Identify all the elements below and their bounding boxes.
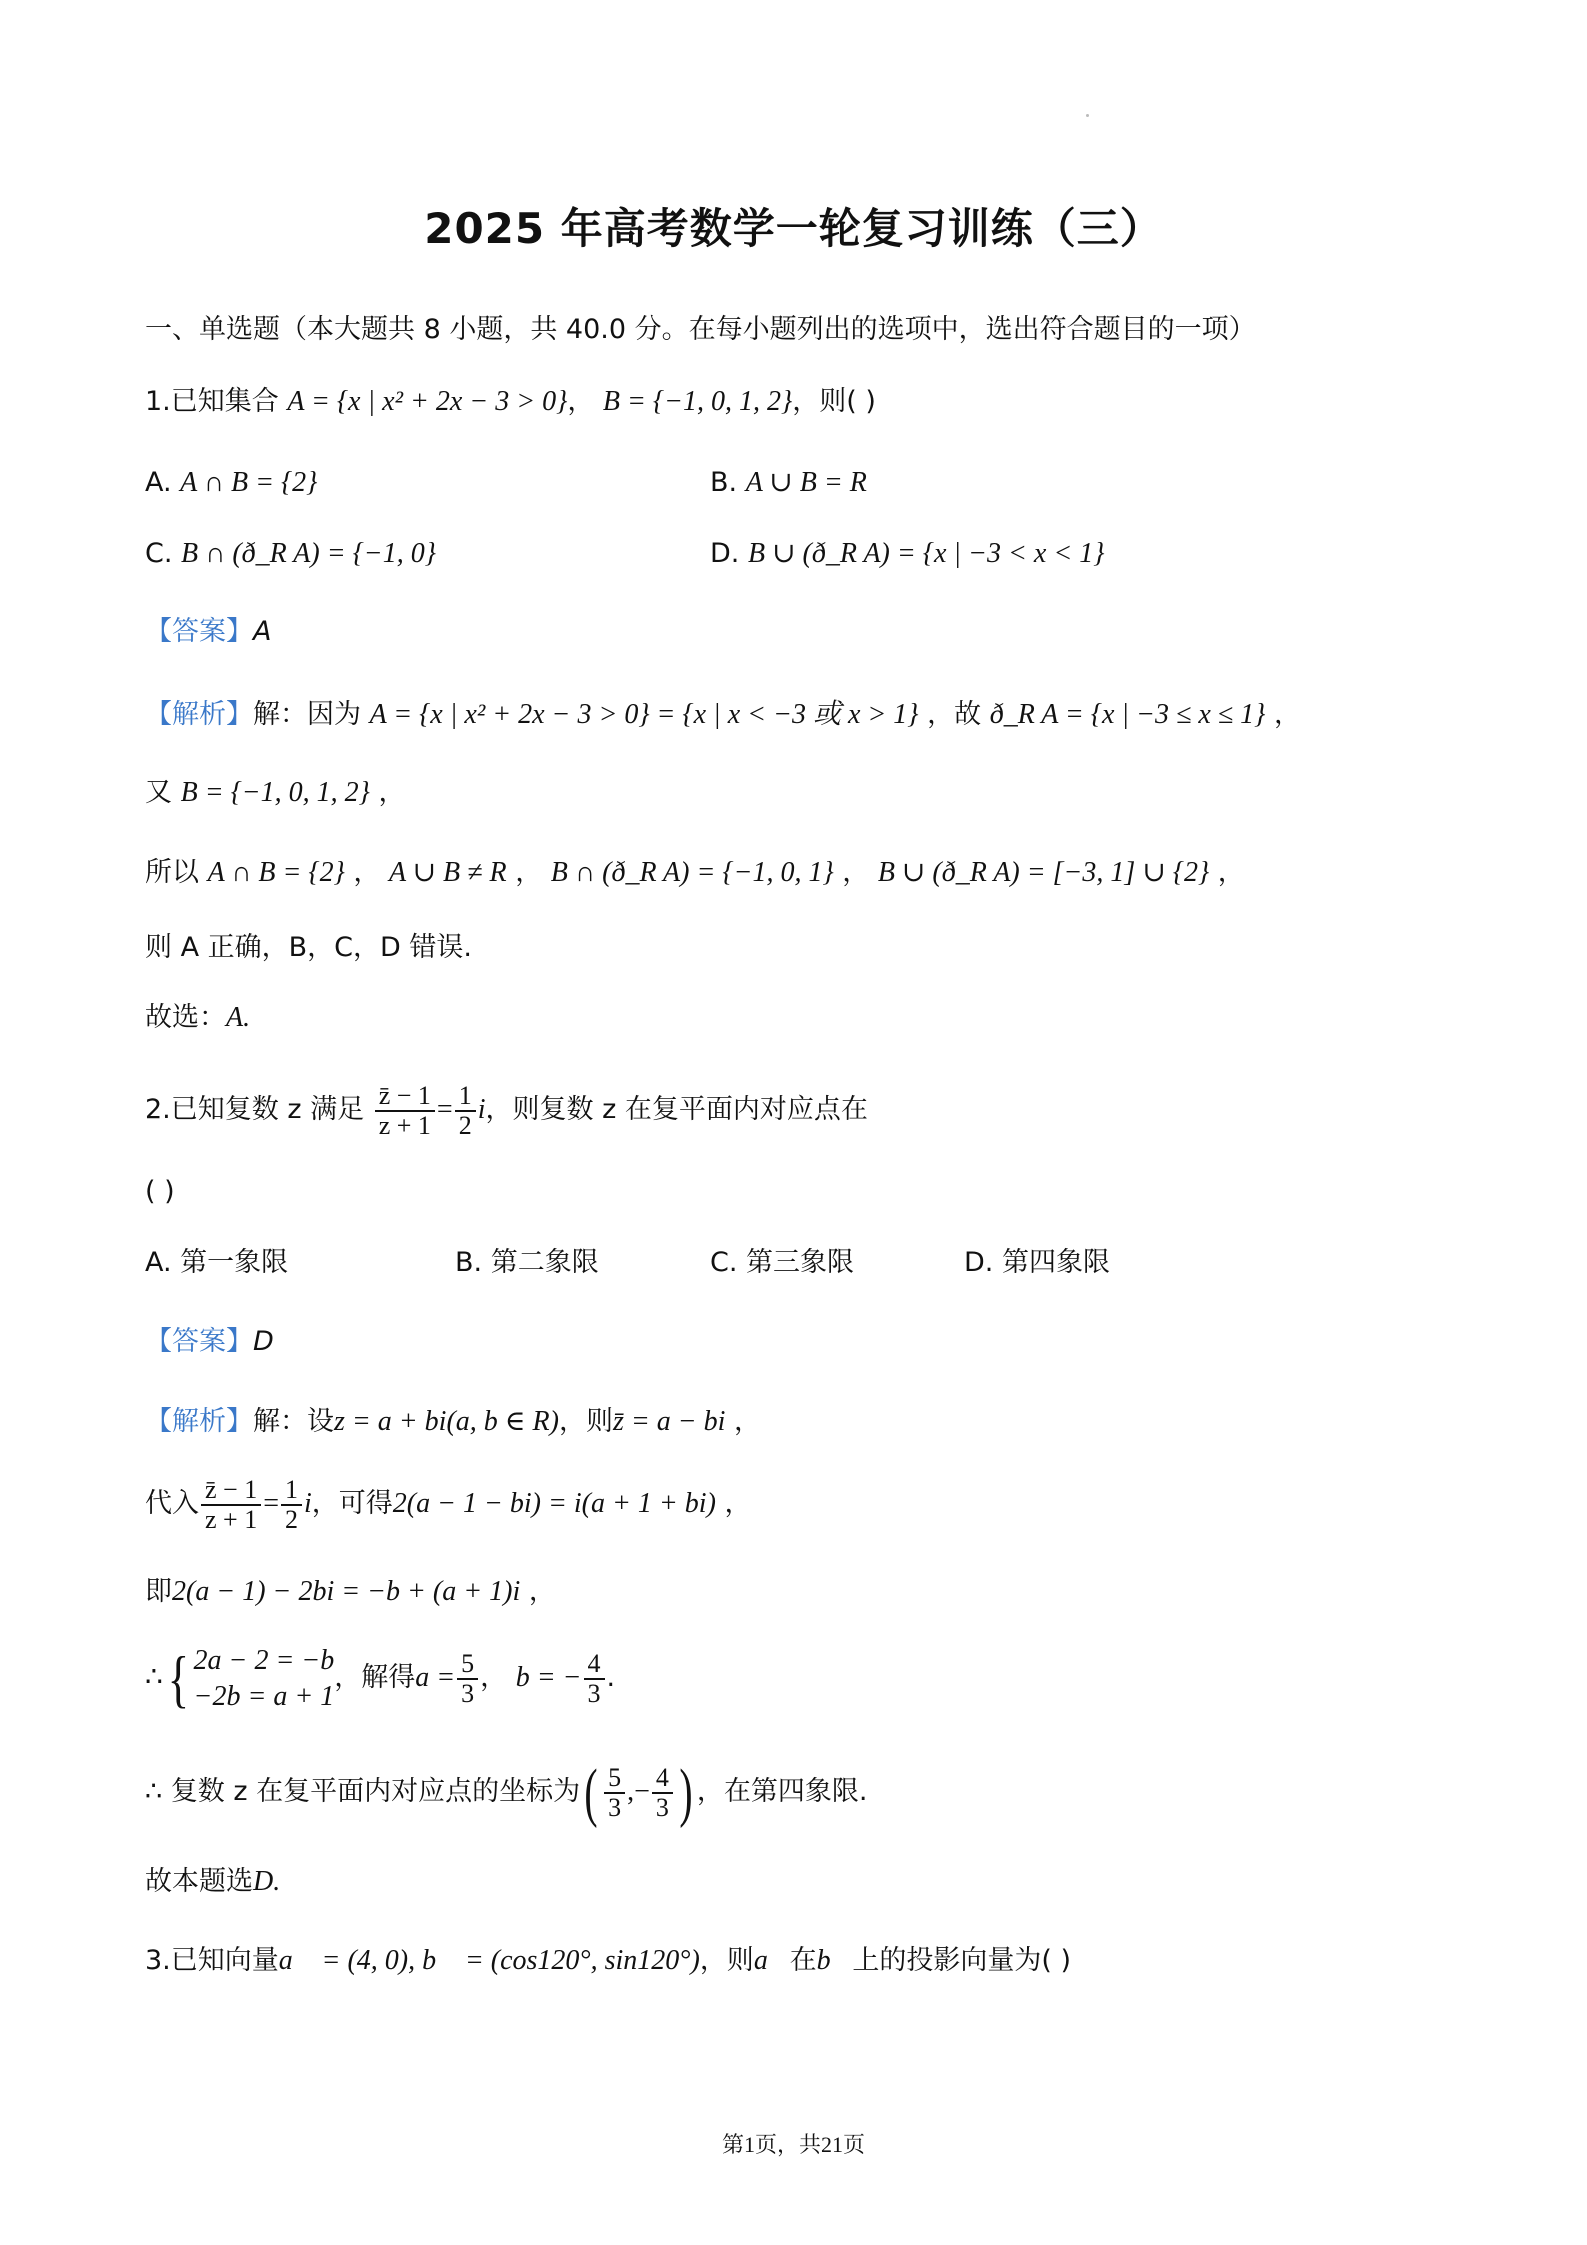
analysis-text: 即: [145, 1576, 172, 1607]
analysis-text: ∴ 复数 z 在复平面内对应点的坐标为: [145, 1776, 581, 1807]
answer-tag: 【答案】: [145, 616, 253, 647]
fraction-denominator: 2: [458, 1110, 472, 1140]
right-paren: ): [679, 1755, 693, 1829]
analysis-text: ，解得: [334, 1662, 416, 1693]
option-text: B ∪ (ð_R A) = {x | −3 < x < 1}: [747, 538, 1105, 569]
analysis-text: 故选：: [145, 1002, 226, 1033]
fraction-denominator: z + 1: [205, 1504, 258, 1534]
q2-analysis-line-2: 代入 $\frac{z̄ - 1}{z + 1}$ = $\frac{1}{2}$ i，可得2(a − 1 − bi) = i(a + 1 + bi) ，: [145, 1474, 752, 1534]
option-text: 第三象限: [746, 1247, 855, 1278]
option-text: 第二象限: [490, 1247, 599, 1278]
q1-comma: ，: [567, 386, 595, 417]
analysis-math: A.: [226, 1002, 251, 1033]
option-text: A ∪ B = R: [745, 467, 867, 498]
equation-system: [194, 1643, 335, 1715]
coord-y-fraction: [652, 1764, 673, 1822]
option-text: 第四象限: [1001, 1247, 1110, 1278]
q2-option-a: [145, 1243, 288, 1283]
q2-analysis-line-5: ∴ 复数 z 在复平面内对应点的坐标为( $\frac{5}{3}$ ,− $\frac{4}{3}$ ) ，在第四象限.: [145, 1755, 868, 1829]
q1-then: ，则( ): [792, 386, 876, 417]
fraction-numerator: 4: [652, 1764, 673, 1794]
q3-stem-text: ，则: [699, 1945, 754, 1976]
option-label: A.: [145, 1247, 172, 1278]
q1-analysis-line-2: 又 B = {−1, 0, 1, 2} ，: [145, 777, 406, 808]
analysis-math: ð_R A = {x | −3 ≤ x ≤ 1}: [989, 699, 1266, 730]
q3-vectors: a⃗ = (4, 0), b⃗ = (cos120°, sin120°): [278, 1945, 700, 1976]
analysis-math: D.: [253, 1866, 281, 1897]
analysis-text: 解：设: [253, 1406, 334, 1437]
q2-analysis-rhs: [281, 1476, 302, 1534]
q3-stem-text: 3.已知向量: [145, 1945, 279, 1976]
answer-value: A: [253, 616, 272, 647]
option-label: C.: [145, 538, 173, 569]
option-label: D.: [964, 1247, 994, 1278]
q1-analysis-line-4: [145, 928, 472, 968]
q1-option-b: [710, 463, 867, 503]
analysis-text: 则 A 正确，B，C，D 错误.: [145, 932, 472, 963]
fraction-numerator: z̄ − 1: [201, 1476, 261, 1506]
equation-2: −2b = a + 1: [193, 1680, 335, 1712]
analysis-math: A ∩ B = {2}: [207, 857, 345, 888]
therefore-symbol: ∴: [145, 1662, 163, 1693]
fraction-numerator: 5: [604, 1764, 625, 1794]
section-header: [145, 310, 1256, 350]
q2-stem-text: ，则复数 z 在复平面内对应点在: [485, 1094, 868, 1125]
option-label: C.: [710, 1247, 738, 1278]
analysis-math: A = {x | x² + 2x − 3 > 0} = {x | x < −3 或 x > 1}: [369, 699, 919, 730]
fraction-numerator: 1: [455, 1082, 476, 1112]
q2-paren: [145, 1172, 175, 1212]
analysis-math: b = −: [515, 1662, 582, 1693]
q3-stem-text: 上的投影向量为( ): [852, 1945, 1072, 1976]
page-footer: 第1页，共21页: [721, 2132, 865, 2157]
q2-analysis-line-4: ∴{ 2a − 2 = −b −2b = a + 1 ，解得a = $\frac{5}{3}$ ， b = − $\frac{4}{3}$ .: [145, 1642, 616, 1714]
q2-option-b: [455, 1243, 599, 1283]
fraction-denominator: 3: [461, 1678, 475, 1708]
analysis-tag: 【解析】: [145, 1406, 253, 1437]
fraction-denominator: 2: [285, 1504, 298, 1534]
q3-vector-b: b⃗: [816, 1945, 853, 1976]
equation-1: 2a − 2 = −b: [193, 1644, 335, 1676]
q2-stem: 2.已知复数 z 满足 $\frac{z̄ - 1}{z + 1}$ = $\frac{1}{2}$ i，则复数 z 在复平面内对应点在: [145, 1080, 868, 1140]
q2-analysis-fraction: [201, 1476, 261, 1534]
option-label: B.: [710, 467, 738, 498]
option-text: 第一象限: [180, 1247, 289, 1278]
a-value-fraction: [457, 1650, 478, 1708]
system-brace: {: [167, 1642, 189, 1714]
q3-vector-a: a⃗: [753, 1945, 790, 1976]
q1-option-a: [145, 463, 317, 503]
q1-set-a: A = {x | x² + 2x − 3 > 0}: [287, 386, 568, 417]
option-label: A.: [145, 467, 172, 498]
q2-fraction: [375, 1082, 435, 1140]
analysis-tag: 【解析】: [145, 699, 253, 730]
q1-option-d: [710, 534, 1104, 574]
analysis-text: 代入: [145, 1488, 199, 1519]
analysis-math: z = a + bi(a, b ∈ R): [334, 1406, 559, 1437]
fraction-numerator: 1: [281, 1476, 302, 1506]
q1-analysis-line-5: [145, 998, 250, 1038]
q1-stem: [145, 382, 876, 422]
page-title: 2025 年高考数学一轮复习训练（三）: [424, 204, 1163, 253]
option-text: B ∩ (ð_R A) = {−1, 0}: [181, 538, 436, 569]
q1-option-c: [145, 534, 436, 574]
b-value-fraction: [584, 1650, 605, 1708]
q2-option-d: [964, 1243, 1110, 1283]
q2-analysis-line-1: 【解析】解：设z = a + bi(a, b ∈ R)，则z̄ = a − bi ，: [145, 1406, 762, 1437]
fraction-numerator: 4: [584, 1650, 605, 1680]
analysis-text: 又: [145, 777, 172, 808]
scan-speck: [1086, 114, 1089, 117]
q2-rhs-fraction: [455, 1082, 476, 1140]
option-text: A ∩ B = {2}: [180, 467, 318, 498]
analysis-text: ，故: [927, 699, 982, 730]
analysis-math: 2(a − 1) − 2bi = −b + (a + 1)i: [172, 1576, 521, 1607]
q3-stem: [145, 1941, 1071, 1981]
q1-analysis-line-1: 【解析】解：因为 A = {x | x² + 2x − 3 > 0} = {x | x < −3 或 x > 1} ，故 ð_R A = {x | −3 ≤ x ≤ 1} ，: [145, 699, 1301, 730]
analysis-text: ，可得: [311, 1488, 393, 1519]
q2-analysis-line-6: [145, 1862, 280, 1902]
q1-answer: [145, 612, 271, 652]
q1-stem-text: 1.已知集合: [145, 386, 279, 417]
analysis-math: a =: [415, 1662, 456, 1693]
option-label: D.: [710, 538, 740, 569]
left-paren: (: [584, 1755, 598, 1829]
analysis-text: ，在第四象限.: [696, 1776, 868, 1807]
fraction-numerator: 5: [457, 1650, 478, 1680]
option-label: B.: [455, 1247, 483, 1278]
analysis-math: z̄ = a − bi: [612, 1406, 726, 1437]
fraction-numerator: z̄ − 1: [375, 1082, 435, 1112]
analysis-math: 2(a − 1 − bi) = i(a + 1 + bi): [392, 1488, 716, 1519]
analysis-text: 解：因为: [253, 699, 361, 730]
q3-stem-text: 在: [789, 1945, 817, 1976]
analysis-text: 故本题选: [145, 1866, 253, 1897]
analysis-math: B = {−1, 0, 1, 2}: [180, 777, 370, 808]
q1-analysis-line-3: 所以 A ∩ B = {2} ， A ∪ B ≠ R ， B ∩ (ð_R A) = {−1, 0, 1} ， B ∪ (ð_R A) = [−3, 1] ∪ {2} ，: [145, 857, 1245, 888]
fraction-denominator: 3: [655, 1792, 669, 1822]
q2-analysis-line-3: 即2(a − 1) − 2bi = −b + (a + 1)i ，: [145, 1576, 556, 1607]
answer-tag: 【答案】: [145, 1326, 253, 1357]
analysis-text: ，则: [558, 1406, 613, 1437]
analysis-text: 所以: [145, 857, 199, 888]
section-header-text: 一、单选题（本大题共 8 小题，共 40.0 分。在每小题列出的选项中，选出符合题目的一项）: [145, 314, 1256, 345]
analysis-math: B ∪ (ð_R A) = [−3, 1] ∪ {2}: [877, 857, 1210, 888]
coord-x-fraction: [604, 1764, 625, 1822]
q2-answer: [145, 1322, 274, 1362]
q2-paren-text: ( ): [145, 1176, 175, 1207]
fraction-denominator: z + 1: [378, 1110, 431, 1140]
q2-stem-text: 2.已知复数 z 满足: [145, 1094, 365, 1125]
fraction-denominator: 3: [608, 1792, 622, 1822]
q2-option-c: [710, 1243, 854, 1283]
analysis-math: A ∪ B ≠ R: [388, 857, 507, 888]
analysis-math: B ∩ (ð_R A) = {−1, 0, 1}: [550, 857, 834, 888]
answer-value: D: [253, 1326, 274, 1357]
fraction-denominator: 3: [587, 1678, 601, 1708]
q1-set-b: B = {−1, 0, 1, 2}: [602, 386, 793, 417]
